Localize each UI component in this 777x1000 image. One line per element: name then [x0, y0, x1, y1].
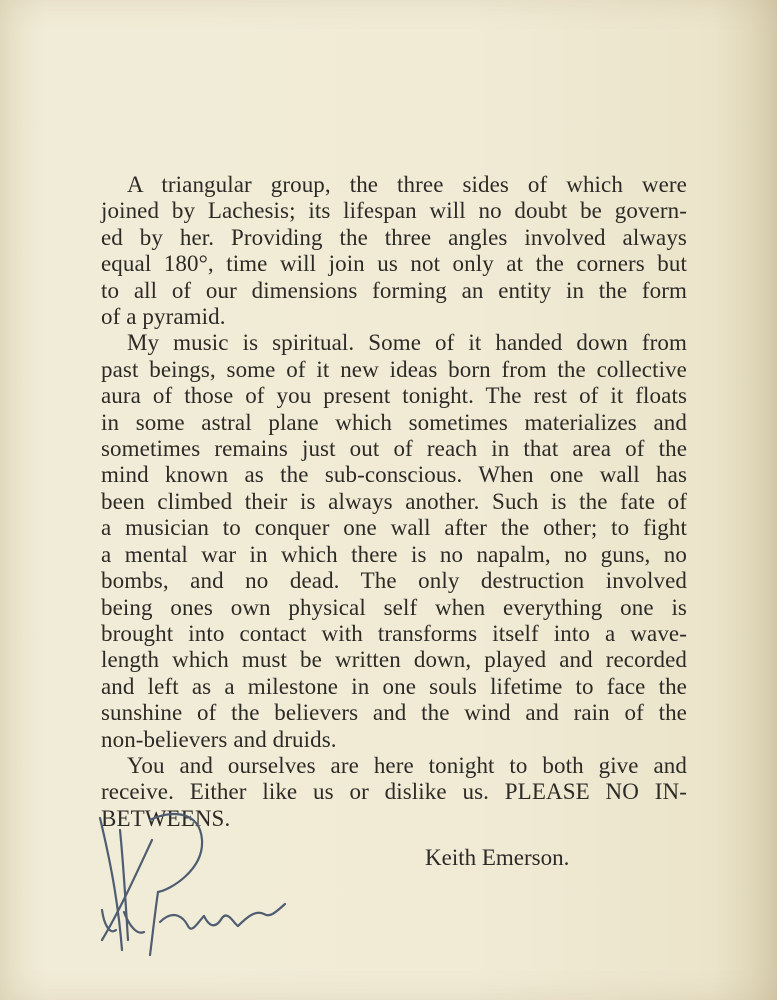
- text-line: past beings, some of it new ideas born from the collective: [101, 356, 687, 382]
- author-name: Keith Emerson.: [425, 845, 570, 870]
- text-line: equal 180°, time will join us not only at the corners but: [101, 251, 687, 277]
- paragraph-2: [101, 330, 687, 753]
- text-line: BETWEENS.: [101, 805, 231, 831]
- text-line: of a pyramid.: [101, 304, 226, 330]
- paragraph-1: [101, 172, 687, 330]
- text-line: A triangular group, the three sides of which were: [127, 172, 687, 197]
- text-line: brought into contact with transforms itself into a wave-: [101, 620, 687, 646]
- text-line: non-believers and druids.: [101, 726, 337, 752]
- body-text: [101, 172, 687, 832]
- text-line: You and ourselves are here tonight to both give and: [127, 752, 687, 778]
- text-line: joined by Lachesis; its lifespan will no doubt be govern-: [101, 198, 687, 224]
- text-line: mind known as the sub-conscious. When one wall has: [101, 462, 687, 488]
- text-line: to all of our dimensions forming an entity in the form: [101, 277, 687, 303]
- text-line: and left as a milestone in one souls lifetime to face the: [101, 673, 687, 699]
- text-line: receive. Either like us or dislike us. PLEASE NO IN-: [101, 779, 687, 805]
- text-line: My music is spiritual. Some of it handed down from: [127, 330, 687, 356]
- text-line: in some astral plane which sometimes materializes and: [101, 409, 687, 435]
- handwritten-signature: [80, 800, 300, 965]
- text-line: bombs, and no dead. The only destruction involved: [101, 568, 687, 594]
- text-line: being ones own physical self when everything one is: [101, 594, 687, 620]
- text-line: ed by her. Providing the three angles involved always: [101, 224, 687, 250]
- text-line: a mental war in which there is no napalm, no guns, no: [101, 541, 687, 567]
- text-line: sometimes remains just out of reach in that area of the: [101, 436, 687, 462]
- text-line: been climbed their is always another. Such is the fate of: [101, 488, 687, 514]
- text-line: aura of those of you present tonight. The rest of it floats: [101, 383, 687, 409]
- text-line: a musician to conquer one wall after the other; to fight: [101, 515, 687, 541]
- text-line: sunshine of the believers and the wind and rain of the: [101, 700, 687, 726]
- text-line: length which must be written down, played and recorded: [101, 647, 687, 673]
